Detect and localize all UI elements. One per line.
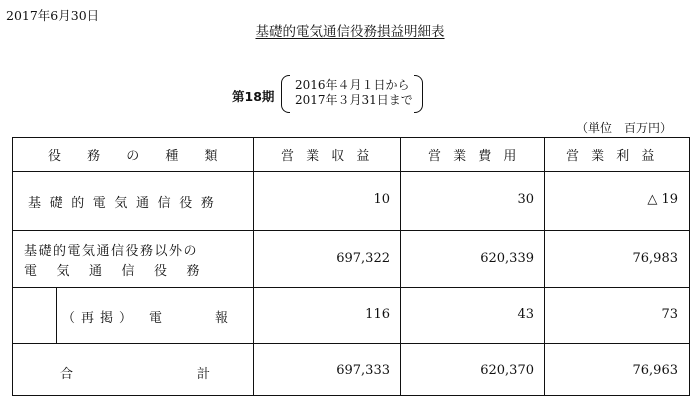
title-text: 基礎的電気通信役務損益明細表 <box>255 24 445 40</box>
row-other-expense: 620,339 <box>480 251 534 266</box>
header-revenue: 営 業 収 益 <box>281 149 374 164</box>
row-total-revenue: 697,333 <box>336 363 390 378</box>
left-bracket <box>281 75 290 113</box>
row-other-revenue: 697,322 <box>336 251 390 266</box>
row-other-name <box>24 240 244 279</box>
row-basic-expense: 30 <box>517 192 534 207</box>
row-other-name-line1: 基礎的電気通信役務以外の <box>24 244 199 259</box>
row-telegram-profit: 73 <box>661 307 678 322</box>
row-divider-2 <box>12 287 690 288</box>
header-expense: 営 業 費 用 <box>428 149 521 164</box>
row-telegram-name <box>62 307 248 326</box>
document-date: 2017年6月30日 <box>6 8 100 23</box>
row-other-name-line2: 電気通信役務 <box>24 264 220 279</box>
row-telegram-prefix: （再掲） <box>62 311 139 326</box>
row-telegram-label: 電 報 <box>148 311 248 326</box>
period-label: 第18期 <box>232 89 275 104</box>
period-from: 2016年４月１日から <box>295 78 410 92</box>
period-to: 2017年３月31日まで <box>295 93 413 107</box>
row-total-expense: 620,370 <box>480 363 534 378</box>
row-basic-name: 基礎的電気通信役務 <box>28 196 223 211</box>
row-basic-profit: △ 19 <box>647 192 678 207</box>
row-telegram-expense: 43 <box>517 307 534 322</box>
row-total-name <box>60 363 210 382</box>
document-title <box>0 20 700 40</box>
row-divider-1 <box>12 230 690 231</box>
row-total-left: 合 <box>60 367 74 382</box>
right-bracket <box>414 75 423 113</box>
header-profit: 営 業 利 益 <box>566 149 659 164</box>
unit-note: （単位 百万円） <box>575 121 672 135</box>
period-range <box>281 75 423 113</box>
row-other-profit: 76,983 <box>632 251 678 266</box>
col-divider-2 <box>400 137 401 396</box>
indent-divider <box>56 287 57 343</box>
header-type: 役 務 の 種 類 <box>48 149 229 164</box>
header-divider <box>12 171 690 172</box>
col-divider-1 <box>253 137 254 396</box>
col-divider-3 <box>544 137 545 396</box>
row-divider-3 <box>12 343 690 344</box>
row-total-profit: 76,963 <box>632 363 678 378</box>
row-basic-revenue: 10 <box>373 192 390 207</box>
row-total-right: 計 <box>196 367 210 382</box>
row-telegram-revenue: 116 <box>365 307 390 322</box>
